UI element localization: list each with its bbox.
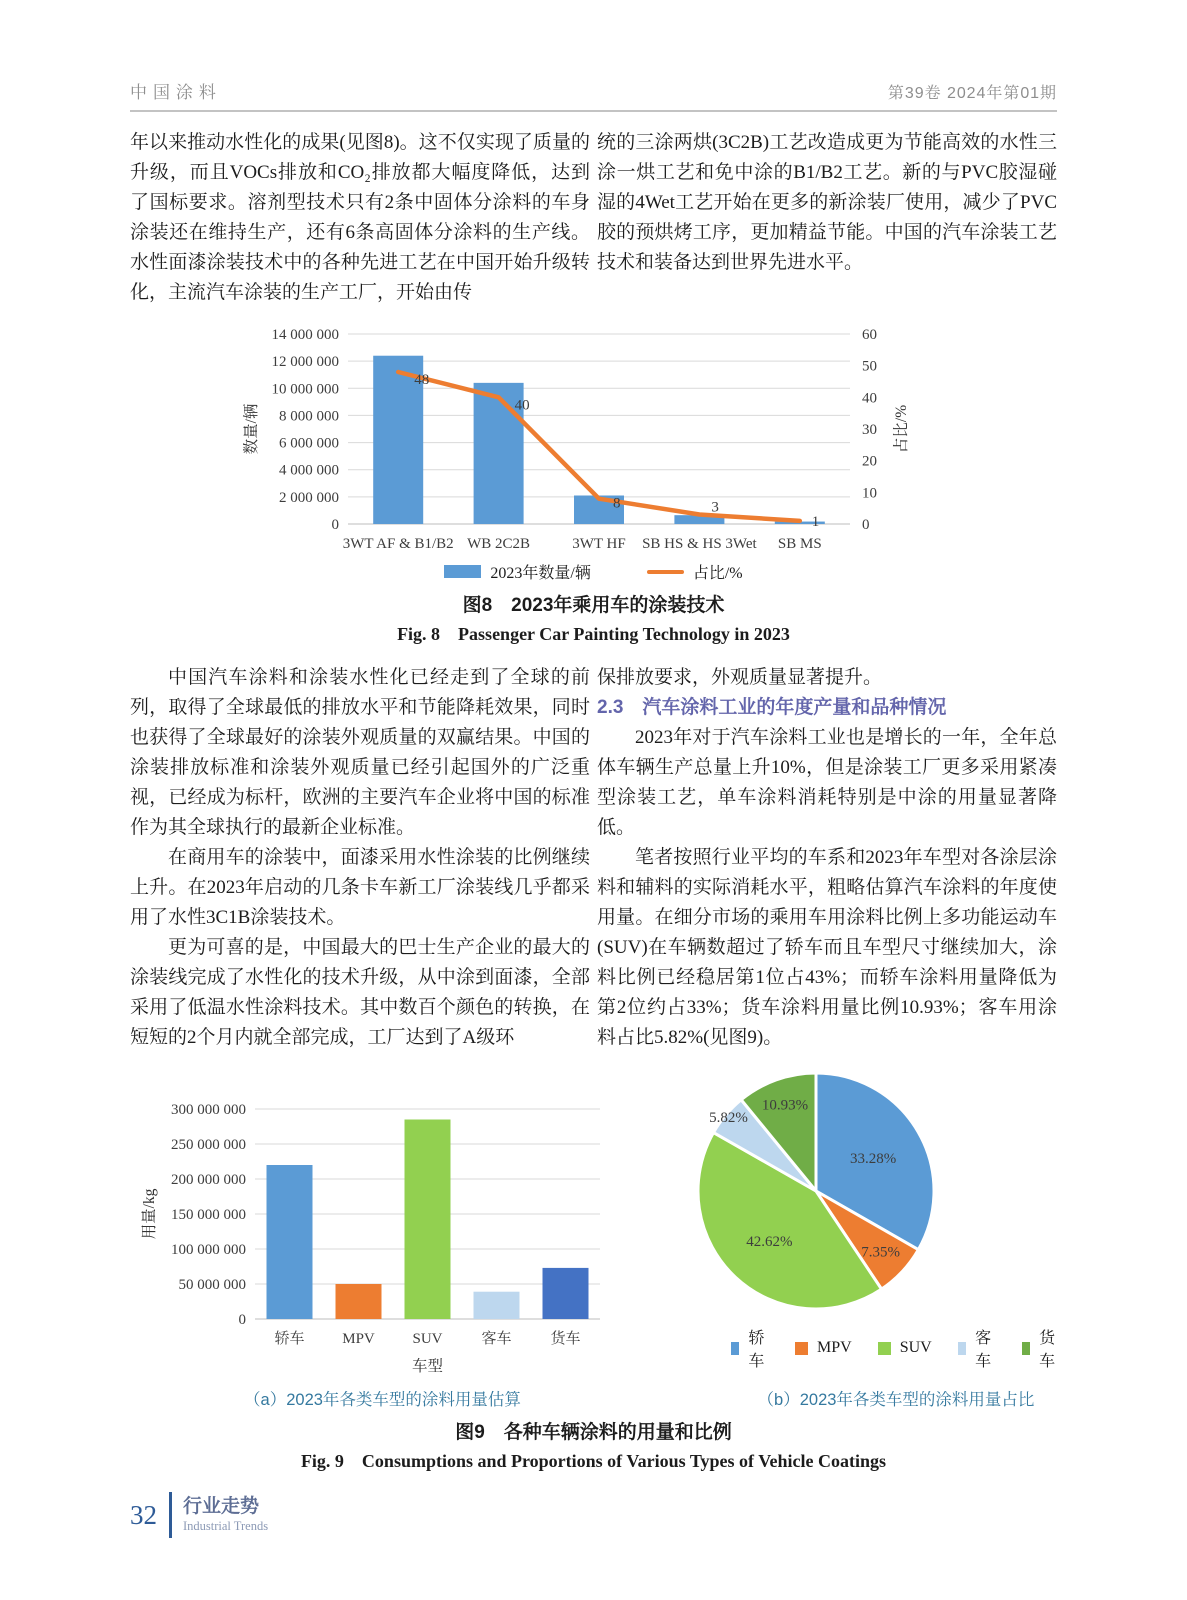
fig9b-pie-chart bbox=[636, 1063, 1058, 1321]
svg-text:40: 40 bbox=[862, 390, 877, 407]
svg-text:3: 3 bbox=[711, 499, 719, 516]
svg-text:轿车: 轿车 bbox=[274, 1331, 305, 1347]
pie-swatch-icon bbox=[1022, 1342, 1030, 1355]
footer-section bbox=[183, 1496, 268, 1534]
pie-swatch-icon bbox=[731, 1342, 739, 1355]
svg-text:6 000 000: 6 000 000 bbox=[279, 435, 339, 452]
legend-label: 2023年数量/辆 bbox=[490, 565, 591, 582]
svg-text:0: 0 bbox=[238, 1312, 246, 1328]
paragraph-col1-top: 年以来推动水性化的成果(见图8)。这不仅实现了质量的升级，而且VOCs排放和CO₂排放都大幅度降低，达到了国标要求。溶剂型技术只有2条中固体分涂料的车身涂装还在维持生产，还有6条高固体分涂料的生产线。水性面漆涂装技术中的各种先进工艺在中国开始升级转化，主流汽车涂装的生产工厂，开始由传 bbox=[130, 132, 590, 303]
mid-right-column bbox=[597, 663, 1057, 1053]
bar-MPV bbox=[336, 1284, 382, 1319]
svg-text:48: 48 bbox=[414, 372, 430, 388]
legend-label: 轿车 bbox=[748, 1330, 765, 1370]
pie-swatch-icon bbox=[795, 1342, 808, 1355]
svg-text:车型: 车型 bbox=[411, 1358, 444, 1375]
page-number: 32 bbox=[130, 1499, 157, 1530]
section-heading-2-3: 2.3 汽车涂料工业的年度产量和品种情况 bbox=[597, 697, 947, 718]
svg-text:33.28%: 33.28% bbox=[850, 1150, 897, 1167]
svg-text:占比/%: 占比/% bbox=[893, 404, 910, 454]
fig9b-legend bbox=[635, 1325, 1060, 1371]
fig9-subcaptions bbox=[130, 1386, 1057, 1410]
svg-text:60: 60 bbox=[862, 327, 877, 343]
svg-text:7.35%: 7.35% bbox=[861, 1244, 901, 1261]
svg-text:SUV: SUV bbox=[412, 1331, 443, 1347]
bar-swatch-icon bbox=[444, 565, 481, 578]
svg-text:100 000 000: 100 000 000 bbox=[171, 1242, 246, 1258]
fig8-legend bbox=[130, 560, 1057, 583]
paragraph-bus-upgrade: 更为可喜的是，中国最大的巴士生产企业的最大的涂装线完成了水性化的技术升级，从中涂到面漆，全部采用了低温水性涂料技术。其中数百个颜色的转换，在短短的2个月内就全部完成，工厂达到了A级环 bbox=[130, 937, 590, 1048]
footer-section-en: Industrial Trends bbox=[183, 1519, 269, 1533]
line-swatch-icon bbox=[647, 570, 684, 574]
legend-item-轿车 bbox=[731, 1325, 769, 1371]
top-text-section bbox=[130, 128, 1057, 308]
page-header bbox=[130, 78, 1057, 112]
bar-SUV bbox=[405, 1120, 451, 1320]
paragraph-commercial-vehicle: 在商用车的涂装中，面漆采用水性涂装的比例继续上升。在2023年启动的几条卡车新工厂涂装线几乎都采用了水性3C1B涂装技术。 bbox=[130, 847, 590, 928]
journal-name: 中国涂料 bbox=[130, 83, 222, 102]
paragraph-continuation: 保排放要求，外观质量显著提升。 bbox=[597, 667, 883, 688]
svg-text:8 000 000: 8 000 000 bbox=[279, 408, 339, 425]
svg-text:5.82%: 5.82% bbox=[709, 1110, 749, 1127]
svg-text:3WT AF & B1/B2: 3WT AF & B1/B2 bbox=[342, 536, 454, 552]
legend-item-bar bbox=[444, 560, 590, 583]
svg-text:0: 0 bbox=[331, 517, 339, 533]
svg-text:客车: 客车 bbox=[481, 1331, 512, 1347]
svg-text:2 000 000: 2 000 000 bbox=[279, 489, 339, 506]
bar-轿车 bbox=[267, 1165, 313, 1319]
mid-left-column bbox=[130, 663, 590, 1053]
fig9-caption-cn: 图9 各种车辆涂料的用量和比例 bbox=[455, 1422, 732, 1443]
legend-item-MPV bbox=[795, 1339, 852, 1357]
svg-text:1: 1 bbox=[811, 513, 820, 530]
paragraph-col2-top: 统的三涂两烘(3C2B)工艺改造成更为节能高效的水性三涂一烘工艺和免中涂的B1/B2工艺。新的与PVC胶湿碰湿的4Wet工艺开始在更多的新涂装厂使用，减少了PVC胶的预烘烤工序，更加精益节能。中国的汽车涂装工艺技术和装备达到世界先进水平。 bbox=[597, 132, 1057, 273]
paragraph-consumption-estimate: 笔者按照行业平均的车系和2023年车型对各涂层涂料和辅料的实际消耗水平，粗略估算汽车涂料的年度使用量。在细分市场的乘用车用涂料比例上多功能运动车(SUV)在车辆数超过了轿车而且车型尺寸继续加大，涂料比例已经稳居第1位占43%；而轿车涂料用量降低为第2位约占33%；货车涂料用量比例10.93%；客车用涂料占比5.82%(见图9)。 bbox=[597, 847, 1057, 1048]
svg-text:50: 50 bbox=[862, 358, 877, 375]
legend-item-line bbox=[647, 560, 743, 583]
legend-label: 客车 bbox=[975, 1330, 992, 1370]
legend-item-货车 bbox=[1022, 1325, 1060, 1371]
fig9b-caption: （b）2023年各类车型的涂料用量占比 bbox=[757, 1391, 1035, 1409]
svg-text:用量/kg: 用量/kg bbox=[141, 1188, 158, 1240]
fig8-caption-cn: 图8 2023年乘用车的涂装技术 bbox=[462, 595, 725, 616]
svg-text:300 000 000: 300 000 000 bbox=[171, 1102, 246, 1118]
figure-8 bbox=[130, 320, 1057, 647]
svg-text:250 000 000: 250 000 000 bbox=[171, 1137, 246, 1153]
line-series bbox=[398, 372, 800, 521]
svg-text:数量/辆: 数量/辆 bbox=[243, 403, 260, 455]
svg-text:50 000 000: 50 000 000 bbox=[178, 1277, 246, 1293]
svg-text:货车: 货车 bbox=[550, 1331, 581, 1347]
svg-text:WB 2C2B: WB 2C2B bbox=[467, 536, 531, 552]
svg-text:40: 40 bbox=[514, 397, 530, 414]
svg-text:10: 10 bbox=[862, 485, 877, 502]
legend-label: MPV bbox=[817, 1339, 852, 1356]
fig9a-caption: （a）2023年各类车型的涂料用量估算 bbox=[244, 1391, 521, 1409]
paragraph-waterborne-global: 中国汽车涂料和涂装水性化已经走到了全球的前列，取得了全球最低的排放水平和节能降耗效果，同时也获得了全球最好的涂装外观质量的双赢结果。中国的涂装排放标准和涂装外观质量已经引起国外的广泛重视，已经成为标杆，欧洲的主要汽车企业将中国的标准作为其全球执行的最新企业标准。 bbox=[130, 667, 590, 838]
svg-text:42.62%: 42.62% bbox=[746, 1234, 793, 1251]
svg-text:MPV: MPV bbox=[342, 1331, 375, 1347]
bar-客车 bbox=[474, 1292, 520, 1319]
svg-text:20: 20 bbox=[862, 453, 877, 470]
page-footer bbox=[130, 1492, 268, 1538]
pie-swatch-icon bbox=[878, 1342, 891, 1355]
svg-text:3WT HF: 3WT HF bbox=[572, 536, 626, 552]
svg-text:8: 8 bbox=[613, 495, 621, 512]
fig8-caption-en: Fig. 8 Passenger Car Painting Technology in 2023 bbox=[397, 624, 790, 644]
fig8-combo-chart bbox=[230, 320, 930, 558]
bar-货车 bbox=[543, 1268, 589, 1319]
fig9-caption-en: Fig. 9 Consumptions and Proportions of Various Types of Vehicle Coatings bbox=[300, 1451, 887, 1471]
legend-label: SUV bbox=[899, 1339, 932, 1356]
issue-info: 第39卷 2024年第01期 bbox=[887, 85, 1057, 102]
mid-text-section bbox=[130, 663, 1057, 1053]
legend-label: 货车 bbox=[1039, 1330, 1056, 1370]
fig9b-container bbox=[635, 1063, 1060, 1380]
svg-text:200 000 000: 200 000 000 bbox=[171, 1172, 246, 1188]
svg-text:10 000 000: 10 000 000 bbox=[271, 381, 339, 398]
svg-text:14 000 000: 14 000 000 bbox=[271, 327, 339, 343]
pie-swatch-icon bbox=[958, 1342, 966, 1355]
svg-text:0: 0 bbox=[862, 517, 870, 533]
svg-text:30: 30 bbox=[862, 422, 877, 438]
fig9a-container bbox=[130, 1063, 635, 1380]
legend-label: 占比/% bbox=[692, 565, 743, 582]
svg-text:SB HS & HS 3Wet: SB HS & HS 3Wet bbox=[642, 536, 757, 552]
footer-divider bbox=[169, 1492, 172, 1538]
legend-item-客车 bbox=[958, 1325, 996, 1371]
figure-9 bbox=[130, 1063, 1057, 1380]
paragraph-2023-growth: 2023年对于汽车涂料工业也是增长的一年，全年总体车辆生产总量上升10%，但是涂装工厂更多采用紧凑型涂装工艺，单车涂料消耗特别是中涂的用量显著降低。 bbox=[597, 727, 1057, 838]
footer-section-cn: 行业走势 bbox=[183, 1496, 260, 1517]
fig9a-bar-chart bbox=[130, 1063, 635, 1375]
svg-text:SB MS: SB MS bbox=[777, 536, 822, 552]
svg-text:10.93%: 10.93% bbox=[762, 1097, 809, 1114]
svg-text:12 000 000: 12 000 000 bbox=[271, 354, 339, 371]
svg-text:4 000 000: 4 000 000 bbox=[279, 462, 339, 479]
legend-item-SUV bbox=[878, 1339, 932, 1357]
svg-text:150 000 000: 150 000 000 bbox=[171, 1207, 246, 1223]
